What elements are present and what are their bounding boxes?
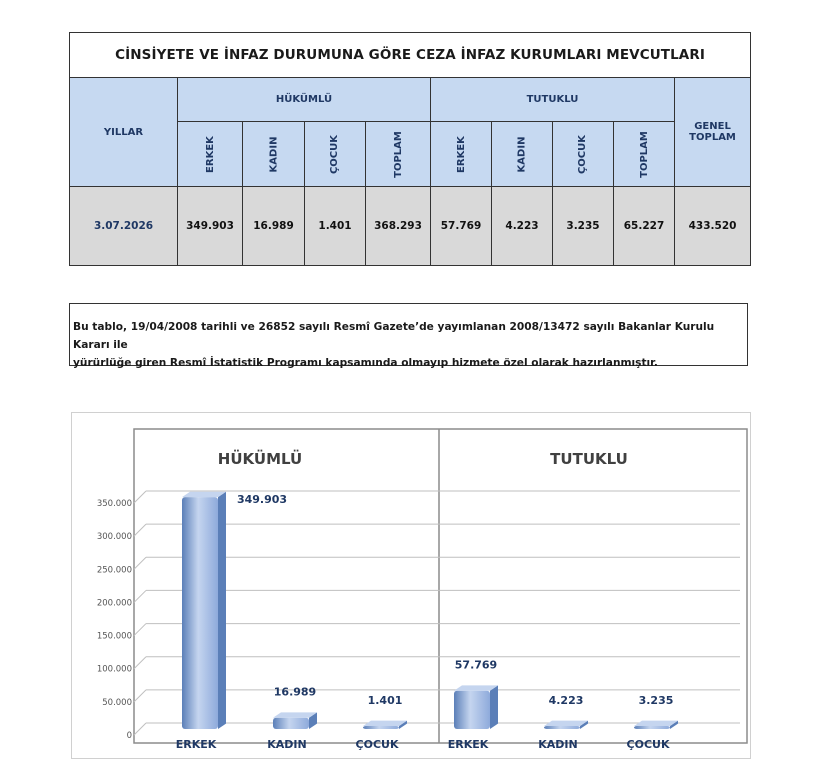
- gridline-side: [134, 690, 146, 702]
- gridline-side: [134, 723, 146, 735]
- data-label: 4.223: [548, 694, 584, 707]
- table-row: [70, 187, 751, 266]
- category-label: ÇOCUK: [626, 738, 670, 751]
- category-label: ERKEK: [447, 738, 489, 751]
- data-label: 349.903: [236, 493, 288, 507]
- population-table-wrapper: [69, 32, 750, 266]
- data-label: 16.989: [273, 685, 317, 699]
- subheader-label: ÇOCUK: [329, 134, 341, 174]
- category-label: KADIN: [267, 738, 307, 751]
- subheader-cell: [178, 122, 243, 187]
- header-genel-toplam: [675, 78, 751, 187]
- row-value: 3.235: [553, 187, 614, 266]
- category-label: ÇOCUK: [355, 738, 399, 751]
- subheader-label: ERKEK: [204, 135, 216, 173]
- bar: [454, 691, 490, 729]
- data-label: 57.769: [454, 658, 498, 672]
- subheader-cell: [431, 122, 492, 187]
- note-line: yürürlüğe giren Resmî İstatistik Programı kapsamında olmayıp hizmete özel olarak hazırlanmıştır.: [73, 357, 658, 369]
- y-tick-label: 350.000: [96, 499, 132, 509]
- y-tick-label: 150.000: [96, 631, 132, 642]
- bar: [182, 497, 218, 729]
- bar-side: [490, 685, 498, 729]
- header-genel-line2: TOPLAM: [689, 132, 736, 143]
- subheader-label: ERKEK: [455, 135, 467, 173]
- gridline-side: [134, 657, 146, 669]
- header-genel-line1: GENEL: [694, 121, 731, 132]
- row-value: 4.223: [492, 187, 553, 266]
- bar: [273, 718, 309, 729]
- subheader-label: KADIN: [267, 136, 279, 172]
- row-value: 57.769: [431, 187, 492, 266]
- subheader-cell: [366, 122, 431, 187]
- row-value: 349.903: [178, 187, 243, 266]
- data-label: 1.401: [367, 694, 403, 707]
- gridline-side: [134, 624, 146, 636]
- bar: [363, 726, 399, 729]
- y-tick-label: 100.000: [96, 664, 132, 675]
- header-years: YILLAR: [70, 78, 178, 187]
- category-label: KADIN: [538, 738, 578, 751]
- population-table: [69, 32, 751, 266]
- subheader-cell: [553, 122, 614, 187]
- category-label: ERKEK: [175, 738, 217, 751]
- gridline-side: [134, 491, 146, 503]
- bar-chart: [72, 413, 752, 760]
- subheader-cell: [243, 122, 305, 187]
- subheader-label: ÇOCUK: [577, 134, 589, 174]
- subheader-cell: [492, 122, 553, 187]
- subheader-label: TOPLAM: [638, 130, 650, 178]
- gridline-side: [134, 590, 146, 602]
- row-value: 65.227: [614, 187, 675, 266]
- subheader-cell: [305, 122, 366, 187]
- row-value: 1.401: [305, 187, 366, 266]
- header-hukumlu: HÜKÜMLÜ: [178, 78, 431, 122]
- y-tick-label: 250.000: [96, 565, 132, 576]
- note-line: Bu tablo, 19/04/2008 tarihli ve 26852 sayılı Resmî Gazete’de yayımlanan 2008/13472 sayılı Bakanlar Kurulu Kararı ile: [73, 321, 715, 351]
- panel-title: HÜKÜMLÜ: [217, 450, 303, 468]
- subheader-label: KADIN: [516, 136, 528, 172]
- y-tick-label: 300.000: [96, 532, 132, 543]
- gridline-side: [134, 524, 146, 536]
- bar-side: [218, 492, 226, 729]
- row-year: 3.07.2026: [70, 187, 178, 266]
- table-title: CİNSİYETE VE İNFAZ DURUMUNA GÖRE CEZA İNFAZ KURUMLARI MEVCUTLARI: [70, 33, 751, 78]
- panel-title: TUTUKLU: [550, 450, 628, 468]
- chart-frame: [71, 412, 751, 759]
- note-box: [69, 303, 748, 369]
- header-tutuklu: TUTUKLU: [431, 78, 675, 122]
- row-value: 368.293: [366, 187, 431, 266]
- gridline-side: [134, 557, 146, 569]
- y-tick-label: 50.000: [102, 697, 132, 708]
- data-label: 3.235: [638, 694, 674, 707]
- row-value: 433.520: [675, 187, 751, 266]
- y-tick-label: 0: [126, 731, 132, 741]
- row-value: 16.989: [243, 187, 305, 266]
- bar: [544, 726, 580, 729]
- subheader-cell: [614, 122, 675, 187]
- subheader-label: TOPLAM: [392, 130, 404, 178]
- y-tick-label: 200.000: [96, 598, 132, 609]
- bar: [634, 726, 670, 729]
